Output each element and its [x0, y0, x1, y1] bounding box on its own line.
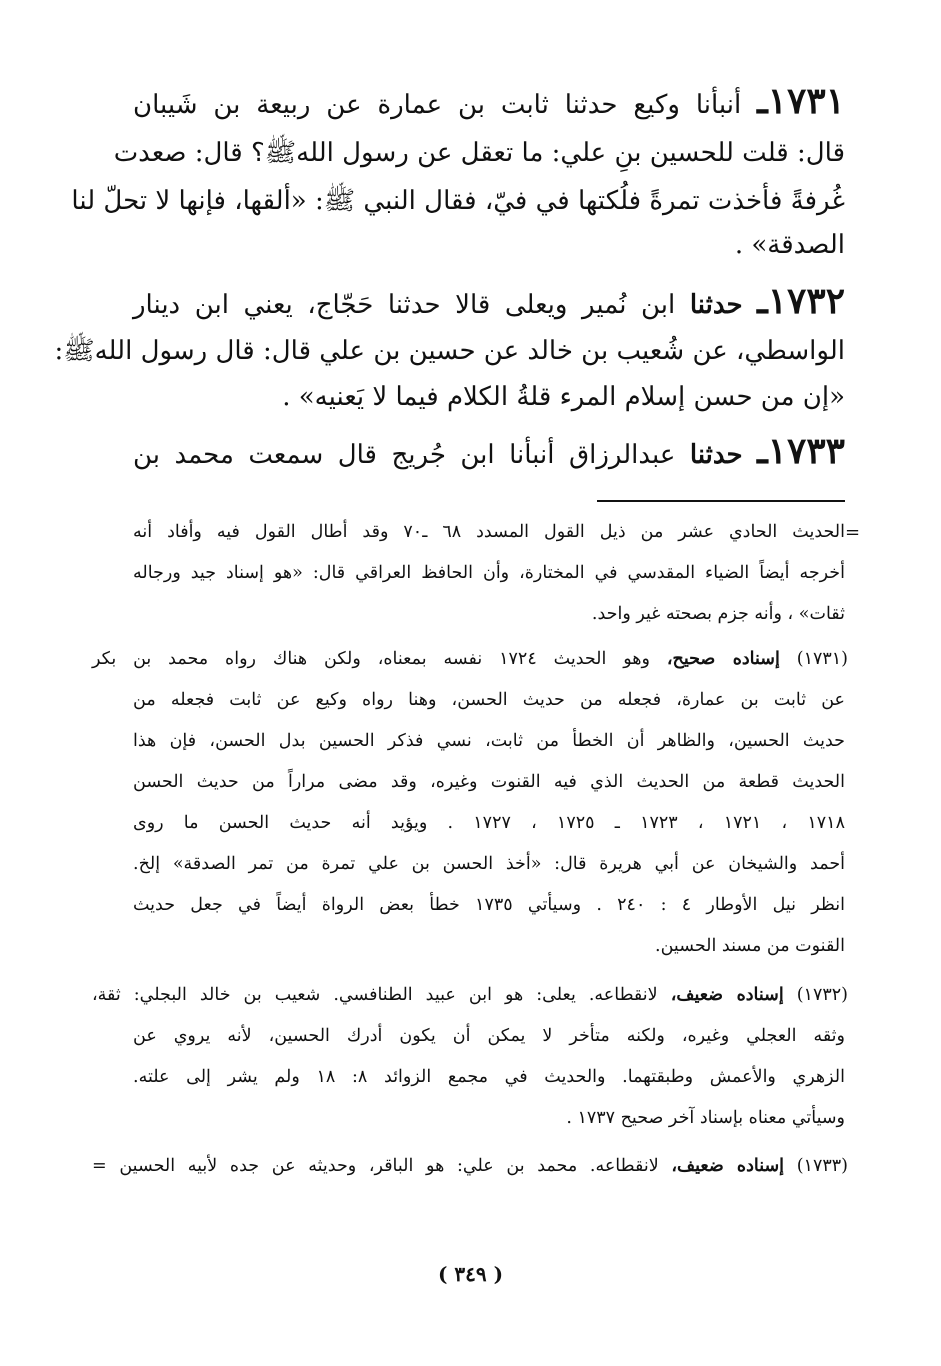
footnote-1732-line-4: وسيأتي معناه بإسناد آخر صحيح ١٧٣٧ .: [566, 1108, 845, 1128]
hadith-number: ١٧٣٢ـ: [757, 280, 846, 322]
footnote-ref: (١٧٣١): [796, 649, 848, 669]
hadith-lead-word: حدثنا: [689, 290, 743, 320]
footnote-1731-line-5: ١٧١٨ ، ١٧٢١ ، ١٧٢٣ ـ ١٧٢٥ ، ١٧٢٧ . ويؤيد أنه حديث الحسن ما روى: [133, 813, 845, 833]
footnote-1731-line-6: أحمد والشيخان عن أبي هريرة قال: «أخذ الحسن بن علي تمرة من تمر الصدقة» إلخ.: [133, 854, 845, 874]
hadith-1731-line-2: قال: قلت للحسين بنِ علي: ما تعقل عن رسول اللهﷺ؟ قال: صعدت: [113, 138, 845, 168]
footnote-1731-line-8: القنوت من مسند الحسين.: [655, 936, 845, 956]
footnote-separator: [597, 500, 845, 502]
footnote-1731-line-1: (١٧٣١) إسناده صحيح، وهو الحديث ١٧٢٤ نفسه بمعناه، ولكن هناك رواه محمد بن بكر: [92, 649, 848, 669]
footnote-continuation-line-2: أخرجه أيضاً الضياء المقدسي في المختارة، وأن الحافظ العراقي قال: «هو إسناد جيد ورجاله: [133, 563, 845, 583]
footnote-1731-line-3: حديث الحسين، والظاهر أن الخطأ من ثابت، نسي فذكر الحسين بدل الحسن، فإن هذا: [133, 731, 845, 751]
footnote-ref: (١٧٣٢): [796, 985, 848, 1005]
footnote-continuation-line-3: ثقات» ، وأنه جزم بصحته غير واحد.: [591, 604, 845, 624]
footnote-1732-line-1: (١٧٣٢) إسناده ضعيف، لانقطاعه. يعلى: هو ابن عبيد الطنافسي. شعيب بن خالد البجلي: ثقة،: [92, 985, 848, 1005]
footnote-verdict: إسناده ضعيف،: [670, 985, 784, 1005]
footnote-ref: (١٧٣٣): [796, 1156, 848, 1176]
hadith-1732-line-1: ١٧٣٢ـ حدثنا ابن نُمير ويعلى قالا حدثنا حَجّاج، يعني ابن دينار: [133, 280, 846, 322]
footnote-1731-line-4: الحديث قطعة من الحديث الذي فيه القنوت وغيره، وقد مضى مراراً من حديث الحسن: [133, 772, 845, 792]
footnote-1731-line-2: عن ثابت بن عمارة، فجعله من حديث الحسن، وهنا رواه وكيع عن ثابت فجعله من: [133, 690, 845, 710]
hadith-1732-line-2: الواسطي، عن شُعيب بن خالد عن حسين بن علي قال: قال رسول اللهﷺ:: [54, 336, 845, 366]
hadith-number: ١٧٣٣ـ: [757, 430, 846, 472]
footnote-verdict: إسناده ضعيف،: [671, 1156, 785, 1176]
footnote-1732-line-3: الزهري والأعمش وطبقتهما. والحديث في مجمع الزوائد ٨: ١٨ ولم يشر إلى علته.: [133, 1067, 845, 1087]
footnote-continuation-line-1: الحديث الحادي عشر من ذيل القول المسدد ٦٨ ـ٧٠ وقد أطال القول فيه وأفاد أنه: [133, 522, 845, 542]
footnote-1733-line-1: (١٧٣٣) إسناده ضعيف، لانقطاعه. محمد بن علي: هو الباقر، وحديثه عن جده لأبيه الحسين =: [92, 1156, 848, 1176]
continuation-mark: =: [92, 1156, 107, 1176]
page-number: ( ٣٤٩ ): [437, 1262, 504, 1286]
hadith-number: ١٧٣١ـ: [757, 80, 846, 122]
hadith-lead-word: حدثنا: [689, 440, 743, 470]
continuation-mark: =: [845, 522, 861, 543]
footnote-1732-line-2: وثقه العجلي وغيره، ولكنه متأخر لا يمكن أن يكون أدرك الحسين، لأنه يروي عن: [133, 1026, 845, 1046]
hadith-1732-line-3: «إن من حسن إسلام المرء قلةُ الكلام فيما لا يَعنيه» .: [282, 382, 845, 412]
hadith-1731-line-4: الصدقة» .: [734, 230, 845, 260]
hadith-1733-line-1: ١٧٣٣ـ حدثنا عبدالرزاق أنبأنا ابن جُريج قال سمعت محمد بن: [133, 430, 846, 472]
hadith-1731-line-3: غُرفةً فأخذت تمرةً فلُكتها في فيّ، فقال النبي ﷺ: «ألقها، فإنها لا تحلّ لنا: [71, 186, 845, 216]
footnote-1731-line-7: انظر نيل الأوطار ٤ : ٢٤٠ . وسيأتي ١٧٣٥ خطأ بعض الرواة أيضاً في جعل حديث: [133, 895, 846, 915]
hadith-1731-line-1: ١٧٣١ـ أنبأنا وكيع حدثنا ثابت بن عمارة عن ربيعة بن شَيبان: [133, 80, 846, 122]
footnote-verdict: إسناده صحيح،: [666, 649, 780, 669]
